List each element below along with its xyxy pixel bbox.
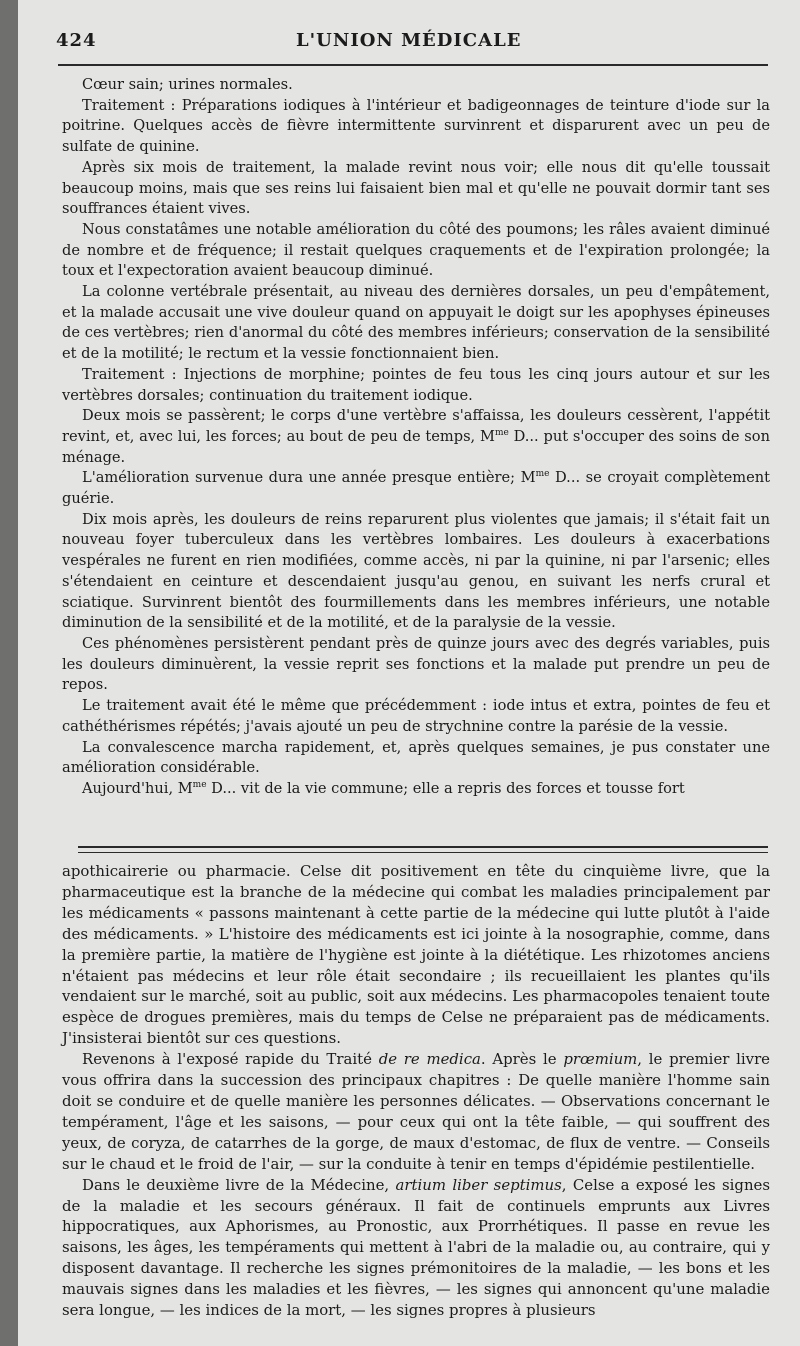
italic-term: prœmium (563, 1050, 638, 1069)
page-header (56, 30, 768, 56)
paragraph-text: , le premier livre vous offrira dans la succession des principaux chapitres : De quelle manière l'homme sain doit se conduire et de quelle manière les personnes délicates. — Observations concernant le tempérament, l'âge et les saisons, — pour ceux qui ont la tête faible, — qui souffrent des yeux, de coryza, de catarrhes de la gorge, de maux d'estomac, de flux de ventre. — Conseils sur le chaud et le froid de l'air, — sur la conduite à tenir en temps d'épidémie pestilentielle. (62, 1050, 770, 1173)
paragraph-text: . Après le (480, 1050, 564, 1069)
page-number: 424 (56, 30, 97, 51)
paragraph-text: L'amélioration survenue dura une année presque entière; M (82, 469, 536, 487)
paragraph: La colonne vertébrale présentait, au niveau des dernières dorsales, un peu d'empâtement, et la malade accusait une vive douleur quand on appuyait le doigt sur les apophyses épineuses de ces vertèbres; rien d'anormal du côté des membres inférieurs; conservation de la sensibilité et de la motilité; le rectum et la vessie fonctionnaient bien. (62, 283, 770, 363)
italic-title: artium liber septimus (395, 1175, 562, 1194)
page (18, 0, 800, 1346)
section-divider (78, 846, 768, 848)
paragraph-text: Aujourd'hui, M (82, 779, 193, 797)
paragraph-text: Deux mois se passèrent; le corps d'une vertèbre s'affaissa, les douleurs cessèrent, l'appétit revint, et, avec lui, les forces; au bout de peu de temps, M (62, 407, 770, 445)
paragraph (62, 779, 770, 800)
paragraph (62, 1049, 770, 1174)
paragraph-text: Revenons à l'exposé rapide du Traité (82, 1050, 379, 1069)
paragraph: Dix mois après, les douleurs de reins reparurent plus violentes que jamais; il s'était fait un nouveau foyer tuberculeux dans les vertèbres lombaires. Les douleurs à exacerbations vespérales ne furent en rien modifiées, comme accès, ni par la quinine, ni par l'arsenic; elles s'étendaient en ceinture et descendaient jusqu'au genou, en suivant les nerfs crural et sciatique. Survinrent bientôt des fourmillements dans les membres inférieurs, une notable diminution de la sensibilité et de la motilité, et de la paralysie de la vessie. (62, 510, 770, 632)
feuilleton-column (62, 861, 770, 1321)
section-divider (78, 852, 768, 853)
header-rule (58, 64, 768, 66)
paragraph: apothicairerie ou pharmacie. Celse dit positivement en tête du cinquième livre, que la pharmaceutique est la branche de la médecine qui combat les maladies principalement par les médicaments « passons maintenant à cette partie de la médecine qui lutte plutôt à l'aide des médicaments. » L'histoire des médicaments est ici jointe à la nosographie, comme, dans la première partie, la matière de l'hygiène est jointe à la diététique. Les rhizotomes anciens n'étaient pas médecins et leur rôle était secondaire ; ils recueillaient les plantes qu'ils vendaient sur le marché, soit au public, soit aux médecins. Les pharmacopoles tenaient toute espèce de drogues premières, mais du temps de Celse ne préparaient pas de médicaments. J'insisterai bientôt sur ces questions. (62, 862, 770, 1048)
paragraph: Traitement : Injections de morphine; pointes de feu tous les cinq jours autour et sur les vertèbres dorsales; continuation du traitement iodique. (62, 365, 770, 404)
superscript: me (192, 780, 207, 791)
paragraph: Après six mois de traitement, la malade revint nous voir; elle nous dit qu'elle toussait beaucoup moins, mais que ses reins lui faisaient bien mal et qu'elle ne pouvait dormir tant ses souffrances étaient vives. (62, 158, 770, 218)
paragraph (62, 468, 770, 509)
paragraph: Nous constatâmes une notable amélioration du côté des poumons; les râles avaient diminué de nombre et de fréquence; il restait quelques craquements et de l'expiration prolongée; la toux et l'expectoration avaient beaucoup diminué. (62, 220, 770, 280)
paragraph-text: D... vit de la vie commune; elle a repris des forces et tousse fort (206, 779, 685, 797)
paragraph-text: Dans le deuxième livre de la Médecine, (82, 1175, 396, 1194)
case-report-column (62, 75, 770, 800)
paragraph-text: , Celse a exposé les signes de la maladie et les secours généraux. Il fait de continuels emprunts aux Livres hippocratiques, aux Aphorismes, au Pronostic, aux Prorrhétiques. Il passe en revue les saisons, les âges, les tempéraments qui mettent à l'abri de la maladie ou, au contraire, qui y disposent davantage. Il recherche les signes prémonitoires de la maladie, — les bons et les mauvais signes dans les maladies et les fièvres, — les signes qui annoncent qu'une maladie sera longue, — les indices de la mort, — les signes propres à plusieurs (62, 1175, 770, 1320)
paragraph: Cœur sain; urines normales. (82, 76, 293, 93)
superscript: me (494, 428, 509, 439)
italic-title: de re medica (378, 1050, 481, 1069)
paragraph: Le traitement avait été le même que précédemment : iode intus et extra, pointes de feu et cathéthérismes répétés; j'avais ajouté un peu de strychnine contre la parésie de la vessie. (62, 697, 770, 735)
paragraph: La convalescence marcha rapidement, et, après quelques semaines, je pus constater une amélioration considérable. (62, 738, 770, 777)
paragraph (62, 1175, 770, 1321)
paragraph-text: D... put s'occuper des soins de son ménage. (62, 427, 770, 466)
paragraph-text: D... se croyait complètement guérie. (62, 469, 770, 508)
paragraph: Ces phénomènes persistèrent pendant près de quinze jours avec des degrés variables, puis les douleurs diminuèrent, la vessie reprit ses fonctions et la malade put prendre un peu de repos. (62, 634, 770, 694)
superscript: me (535, 469, 550, 480)
running-title: L'UNION MÉDICALE (296, 30, 522, 51)
paragraph: Traitement : Préparations iodiques à l'intérieur et badigeonnages de teinture d'iode sur la poitrine. Quelques accès de fièvre intermittente survinrent et disparurent avec un peu de sulfate de quinine. (62, 96, 770, 156)
paragraph (62, 406, 770, 468)
